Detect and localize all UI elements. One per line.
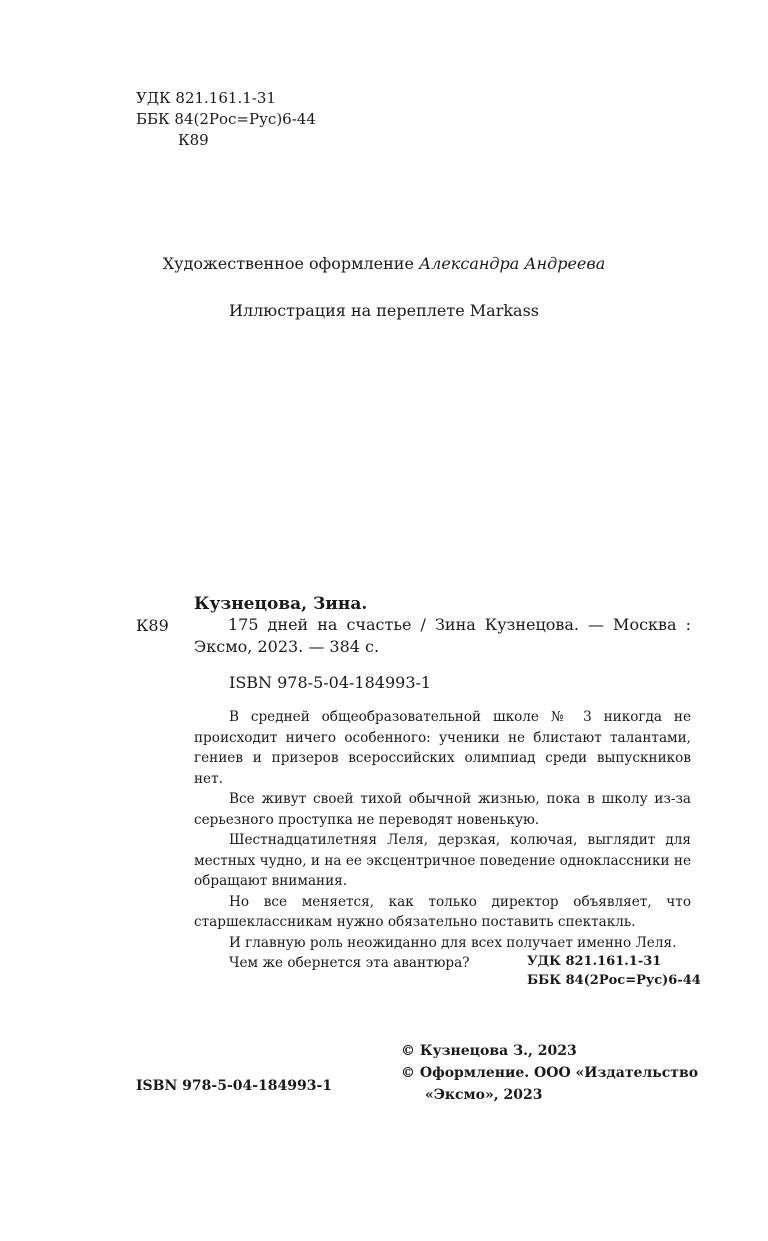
illustration-credit: Иллюстрация на переплете Markass	[229, 301, 539, 320]
udk-code: УДК 821.161.1-31	[136, 89, 276, 107]
annotation	[194, 707, 691, 974]
footer-classification-codes	[527, 952, 701, 990]
footer-udk-code: УДК 821.161.1-31	[527, 954, 662, 969]
annotation-paragraph: Все живут своей тихой обычной жизнью, пока в школу из-за серьезного проступка не переводят новенькую.	[194, 791, 691, 828]
bib-isbn: ISBN 978-5-04-184993-1	[229, 673, 432, 692]
annotation-paragraph: Чем же обернется эта авантюра?	[229, 955, 470, 971]
annotation-paragraph: И главную роль неожиданно для всех получает именно Леля.	[229, 934, 677, 951]
annotation-paragraph: Шестнадцатилетняя Леля, дерзкая, колючая, выглядит для местных чудно, и на ее эксцентричное поведение одноклассники не обращают внимания.	[194, 832, 691, 889]
bib-author-mark: К89	[136, 616, 169, 635]
bib-line-1: 175 дней на счастье / Зина Кузнецова. — Москва :	[228, 615, 691, 634]
copyright-design: © Оформление. ООО «Издательство	[401, 1065, 699, 1081]
bbk-code: ББК 84(2Рос=Рус)6-44	[136, 110, 316, 128]
bib-line-2: Эксмо, 2023. — 384 с.	[194, 637, 380, 656]
art-design-label: Художественное оформление	[162, 254, 420, 273]
copyright-author: © Кузнецова З., 2023	[401, 1043, 577, 1059]
annotation-paragraph: Но все меняется, как только директор объявляет, что старшеклассникам нужно обязательно поставить спектакль.	[194, 893, 691, 930]
isbn-bottom: ISBN 978-5-04-184993-1	[136, 1078, 333, 1094]
author-mark: К89	[178, 131, 209, 149]
copyright-block	[401, 1040, 698, 1106]
annotation-paragraph: В средней общеобразовательной школе № 3 никогда не происходит ничего особенного: ученики не блистают талантами, гениев и призеров всероссийских олимпиад среди выпускников нет.	[194, 709, 691, 787]
copyright-design-cont: «Эксмо», 2023	[425, 1087, 543, 1103]
header-classification-codes	[136, 88, 316, 151]
art-designer-name: Александра Андреева	[419, 254, 606, 273]
bib-author: Кузнецова, Зина.	[194, 594, 368, 614]
bib-description	[194, 614, 691, 658]
art-design-credit	[0, 254, 768, 273]
footer-bbk-code: ББК 84(2Рос=Рус)6-44	[527, 973, 701, 988]
